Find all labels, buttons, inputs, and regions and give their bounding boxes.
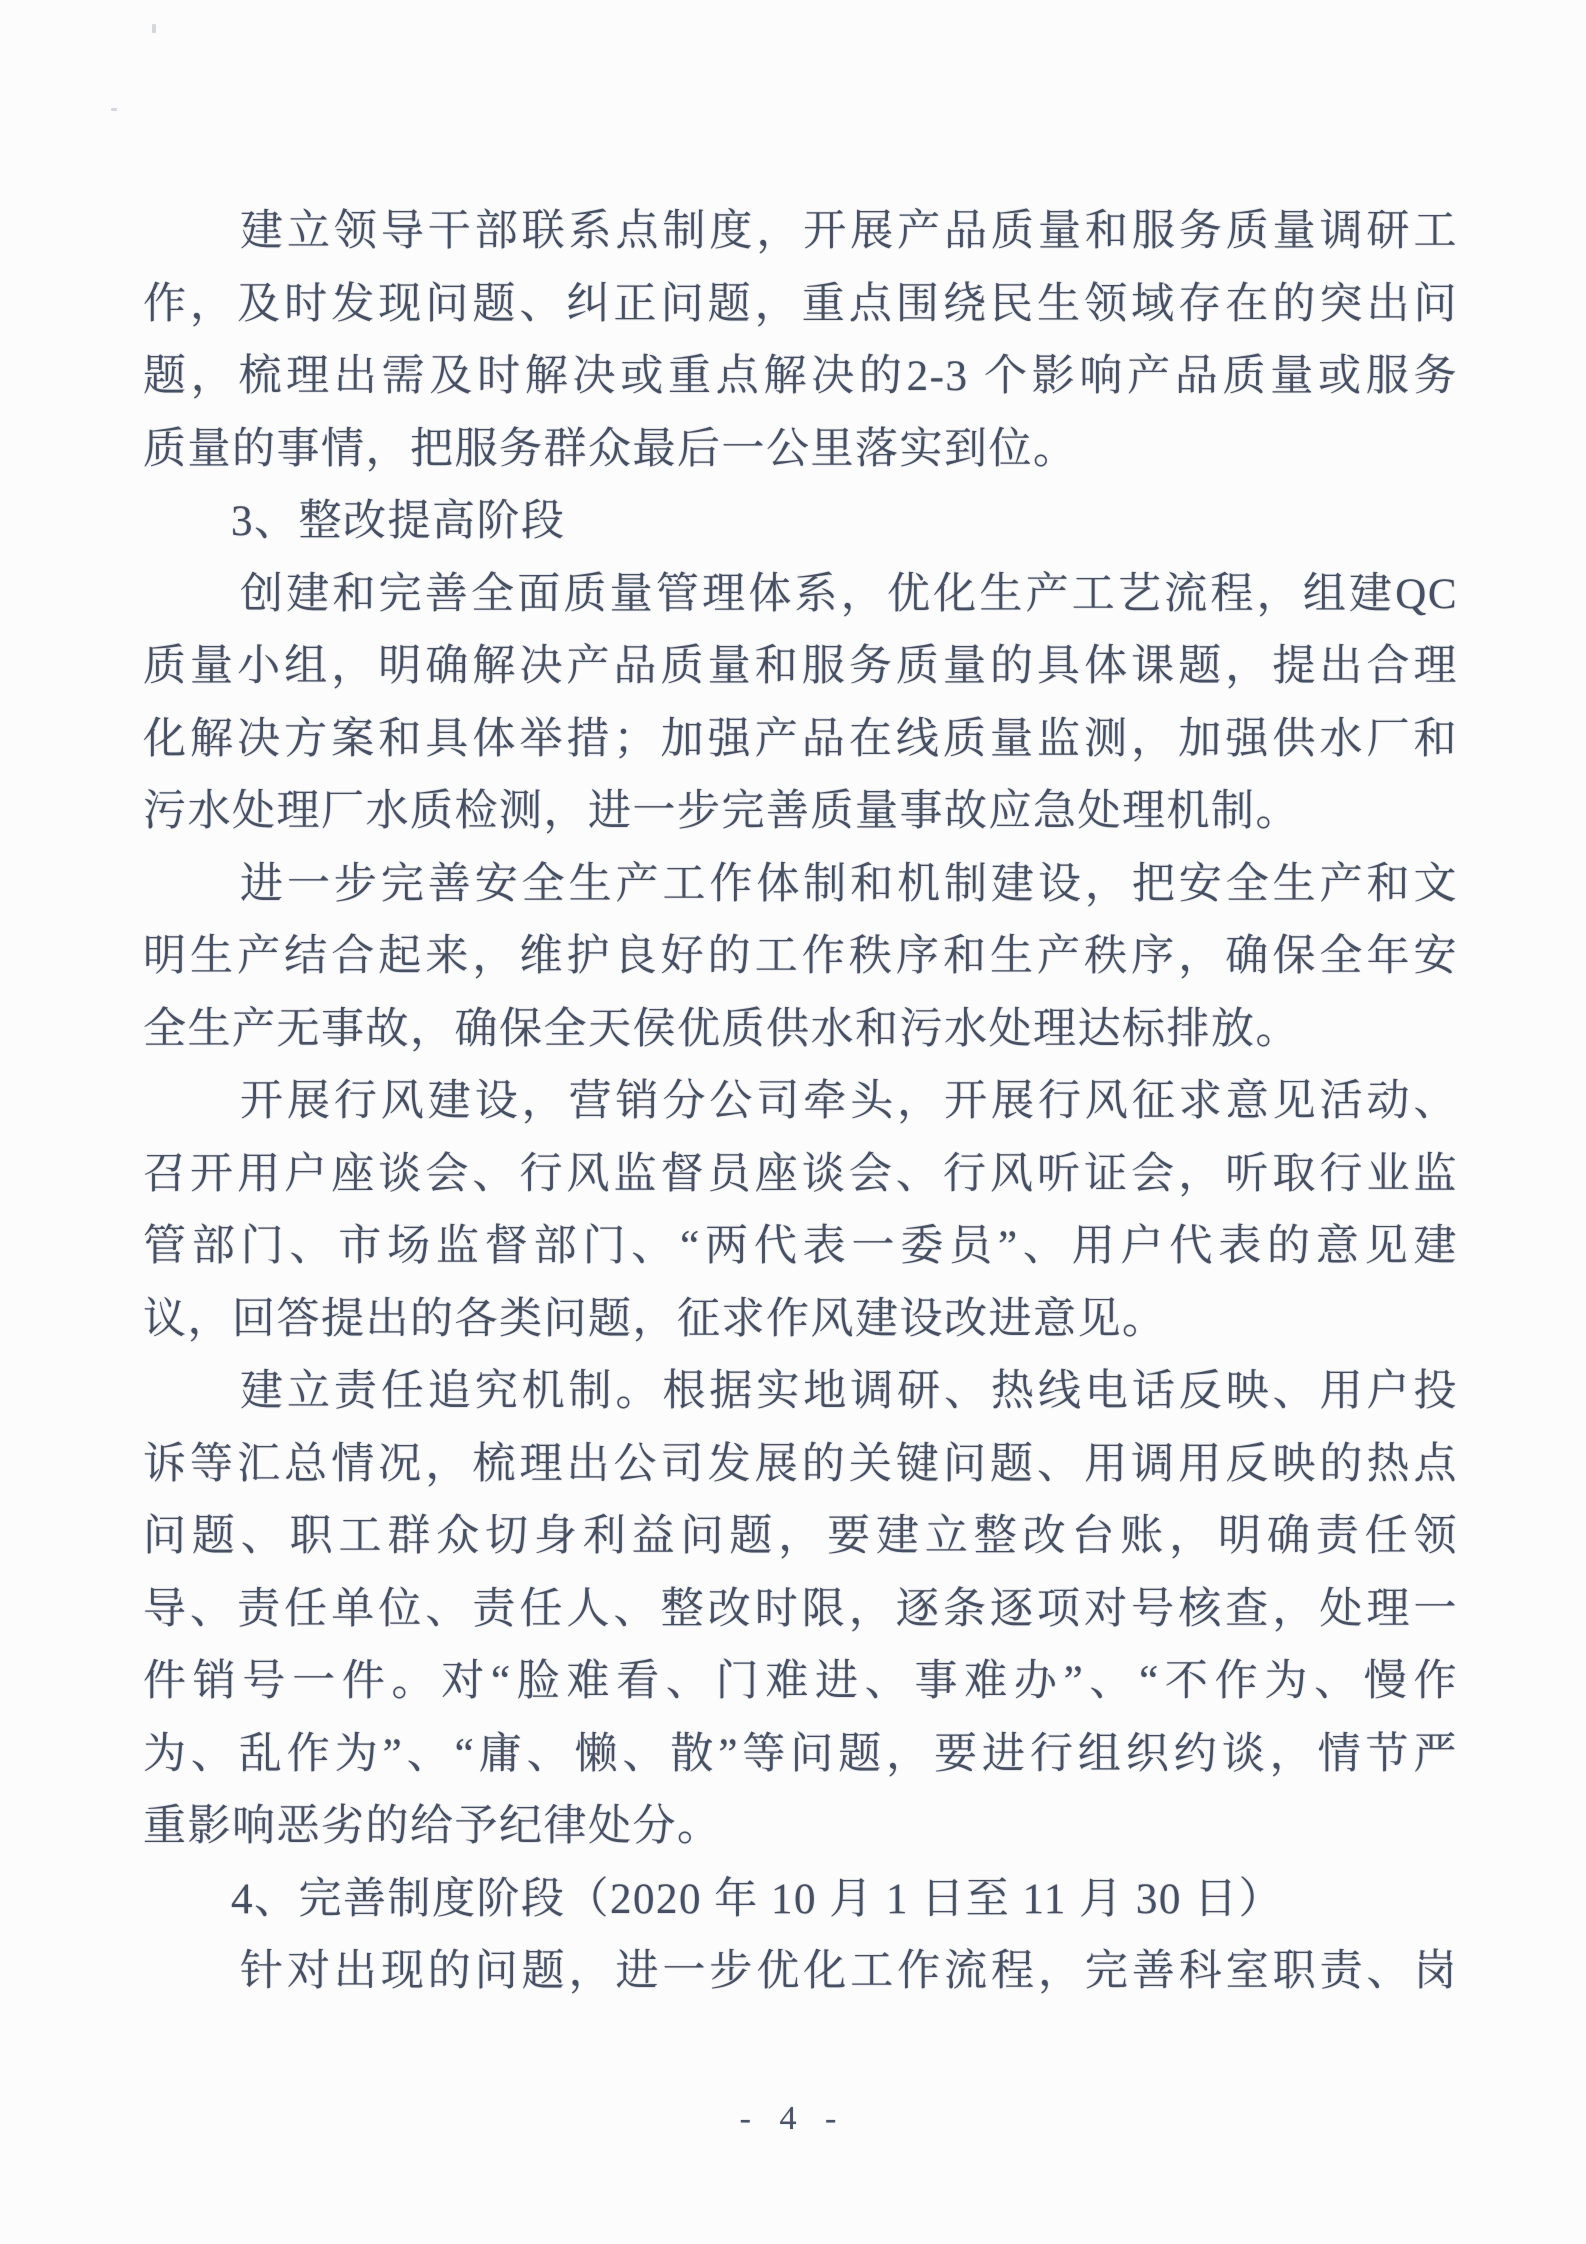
page-number: - 4 - <box>739 2100 847 2137</box>
text-line: 明生产结合起来，维护良好的工作秩序和生产秩序，确保全年安 <box>143 933 1458 980</box>
scan-artifact <box>111 108 117 111</box>
text-line: 问题、职工群众切身利益问题，要建立整改台账，明确责任领 <box>143 1513 1458 1560</box>
text-line: 化解决方案和具体举措；加强产品在线质量监测，加强供水厂和 <box>143 715 1458 763</box>
section-heading: 4、完善制度阶段（2020 年 10 月 1 日至 11 月 30 日） <box>231 1875 1284 1923</box>
text-line: 导、责任单位、责任人、整改时限，逐条逐项对号核查，处理一 <box>143 1585 1458 1633</box>
text-line: 开展行风建设，营销分公司牵头，开展行风征求意见活动、 <box>240 1078 1458 1125</box>
text-line: 建立责任追究机制。根据实地调研、热线电话反映、用户投 <box>240 1368 1458 1415</box>
text-line: 管部门、市场监督部门、“两代表一委员”、用户代表的意见建 <box>143 1223 1458 1270</box>
scan-artifact <box>152 24 156 33</box>
text-line: 全生产无事故，确保全天侯优质供水和污水处理达标排放。 <box>143 1005 1300 1053</box>
text-line: 作，及时发现问题、纠正问题，重点围绕民生领域存在的突出问 <box>143 280 1458 328</box>
text-line: 件销号一件。对“脸难看、门难进、事难办”、“不作为、慢作 <box>143 1658 1458 1705</box>
text-line: 针对出现的问题，进一步优化工作流程，完善科室职责、岗 <box>240 1948 1458 1995</box>
body-text <box>143 196 1458 2009</box>
text-line: 诉等汇总情况，梳理出公司发展的关键问题、用调用反映的热点 <box>143 1440 1458 1488</box>
text-line: 质量的事情，把服务群众最后一公里落实到位。 <box>143 425 1078 473</box>
text-line: 创建和完善全面质量管理体系，优化生产工艺流程，组建QC <box>240 570 1458 618</box>
text-line: 质量小组，明确解决产品质量和服务质量的具体课题，提出合理 <box>143 643 1458 690</box>
text-line: 题，梳理出需及时解决或重点解决的2-3 个影响产品质量或服务 <box>143 353 1458 400</box>
text-line: 为、乱作为”、“庸、懒、散”等问题，要进行组织约谈，情节严 <box>143 1730 1458 1778</box>
text-line: 进一步完善安全生产工作体制和机制建设，把安全生产和文 <box>240 860 1458 908</box>
text-line: 污水处理厂水质检测，进一步完善质量事故应急处理机制。 <box>143 788 1300 835</box>
text-line: 议，回答提出的各类问题，征求作风建设改进意见。 <box>143 1295 1167 1343</box>
text-line: 建立领导干部联系点制度，开展产品质量和服务质量调研工 <box>240 208 1458 255</box>
section-heading: 3、整改提高阶段 <box>231 498 566 545</box>
text-line: 重影响恶劣的给予纪律处分。 <box>143 1803 722 1850</box>
text-line: 召开用户座谈会、行风监督员座谈会、行风听证会，听取行业监 <box>143 1150 1458 1198</box>
